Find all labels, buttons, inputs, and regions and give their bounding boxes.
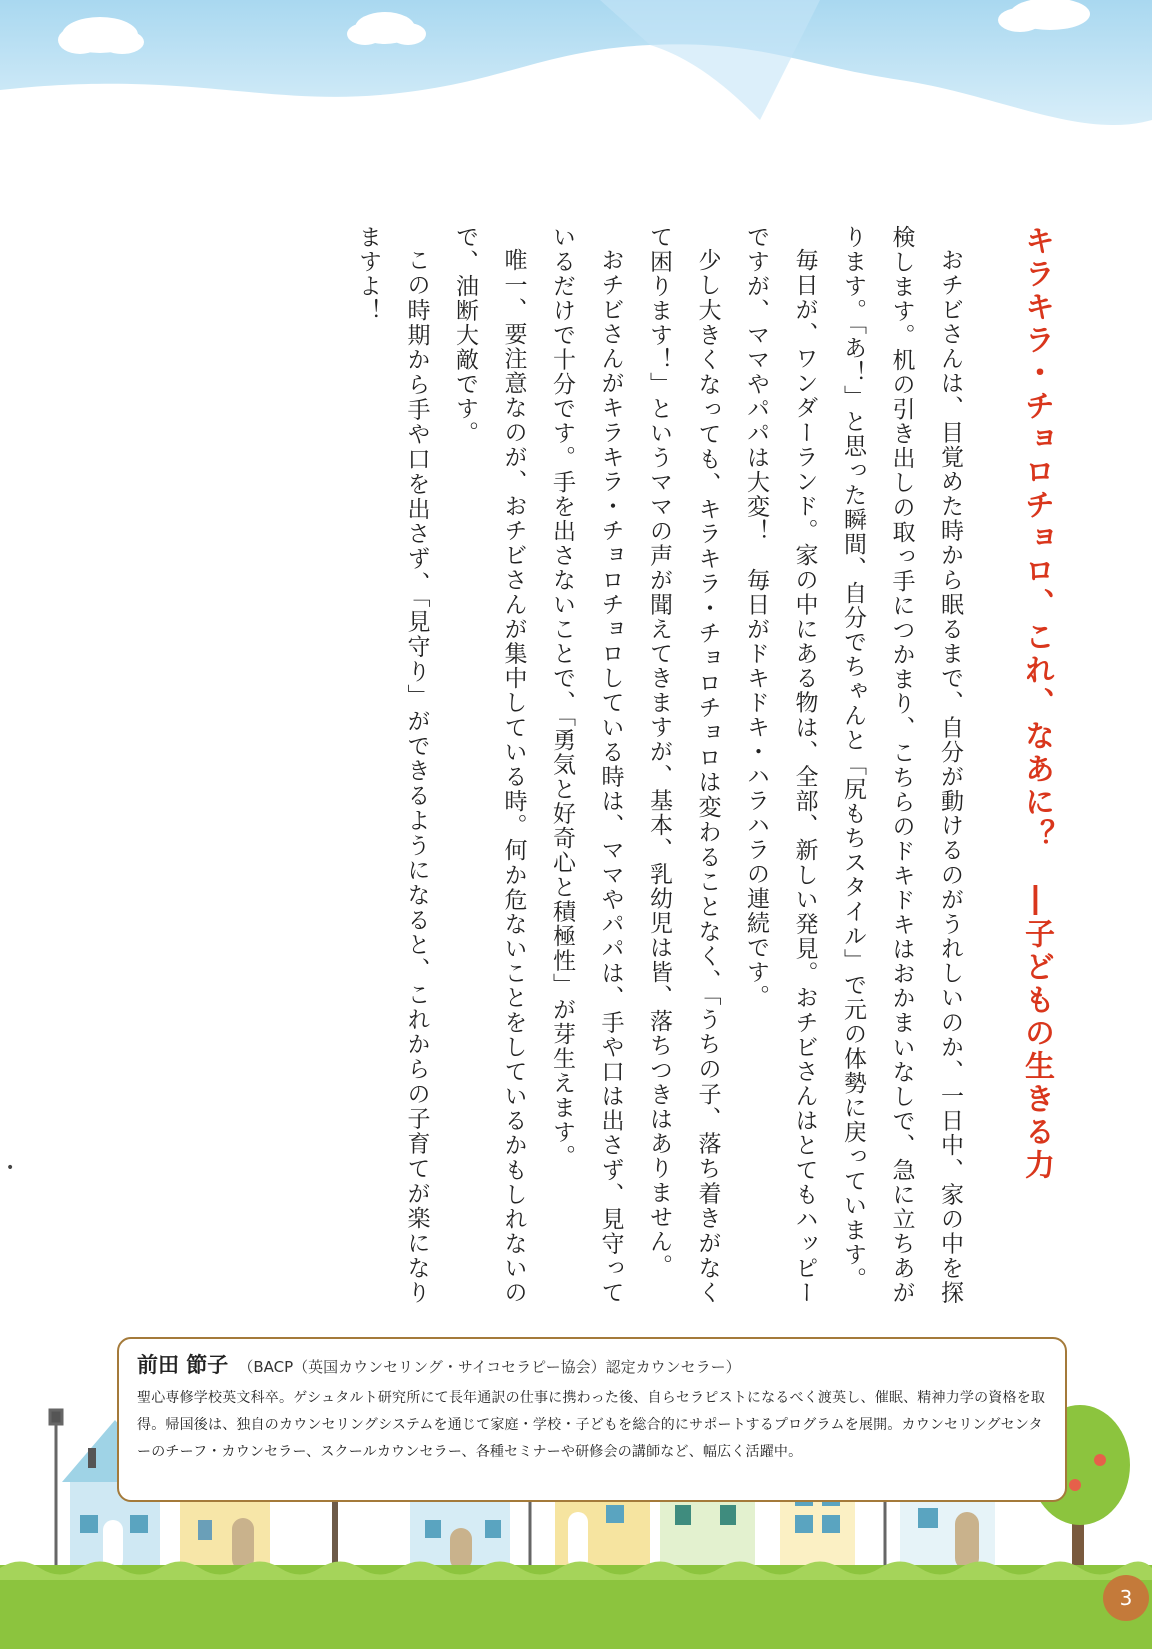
author-name: 前田 節子 xyxy=(137,1353,229,1377)
author-bio: 聖心専修学校英文科卒。ゲシュタルト研究所にて長年通訳の仕事に携わった後、自らセラピストになるべく渡英し、催眠、精神力学の資格を取得。帰国後は、独自のカウンセリングシステムを通じて家庭・学校・子どもを総合的にサポートするプログラムを展開。カウンセリングセンターのチーフ・カウンセラー、スクールカウンセラー、各種セミナーや研修会の講師など、幅広く活躍中。 xyxy=(137,1390,1046,1460)
article-body xyxy=(160,225,1060,1305)
paragraph: おチビさんは、目覚めた時から眠るまで、自分が動けるのがうれしいのか、一日中、家の中を探検します。机の引き出しの取っ手につかまり、こちらのドキドキはおかまいなしで、急に立ちあがります。「あ！」と思った瞬間、自分でちゃんと「尻もちスタイル」で元の体勢に戻っています。 xyxy=(840,225,963,1305)
paragraph: 少し大きくなっても、キラキラ・チョロチョロは変わることなく、「うちの子、落ち着きがなくて困ります！」というママの声が聞えてきますが、基本、乳幼児は皆、落ちつきはありません。 xyxy=(646,225,721,1305)
article-title: キラキラ・チョロチョロ、これ、なあに？ ―子どもの生きる力 xyxy=(1019,225,1054,1182)
paragraph: 毎日が、ワンダーランド。家の中にある物は、全部、新しい発見。おチビさんはとてもハッピーですが、ママやパパは大変！ 毎日がドキドキ・ハラハラの連続です。 xyxy=(743,225,818,1305)
author-header xyxy=(137,1349,1047,1383)
paragraph: この時期から手や口を出さず、「見守り」ができるようになると、これからの子育てが楽になりますよ！ xyxy=(355,225,430,1305)
paragraph: 唯一、要注意なのが、おチビさんが集中している時。何か危ないことをしているかもしれないので、油断大敵です。 xyxy=(452,225,527,1305)
scan-mark: • xyxy=(6,1160,15,1176)
page-number-badge: 3 xyxy=(1103,1575,1149,1621)
author-profile-box xyxy=(117,1337,1067,1502)
paragraph: おチビさんがキラキラ・チョロチョロしている時は、ママやパパは、手や口は出さず、見守っているだけで十分です。手を出さないことで、「勇気と好奇心と積極性」が芽生えます。 xyxy=(549,225,624,1305)
sky-header-illustration xyxy=(0,0,1152,140)
author-affiliation: （BACP（英国カウンセリング・サイコセラピー協会）認定カウンセラー） xyxy=(238,1358,741,1376)
